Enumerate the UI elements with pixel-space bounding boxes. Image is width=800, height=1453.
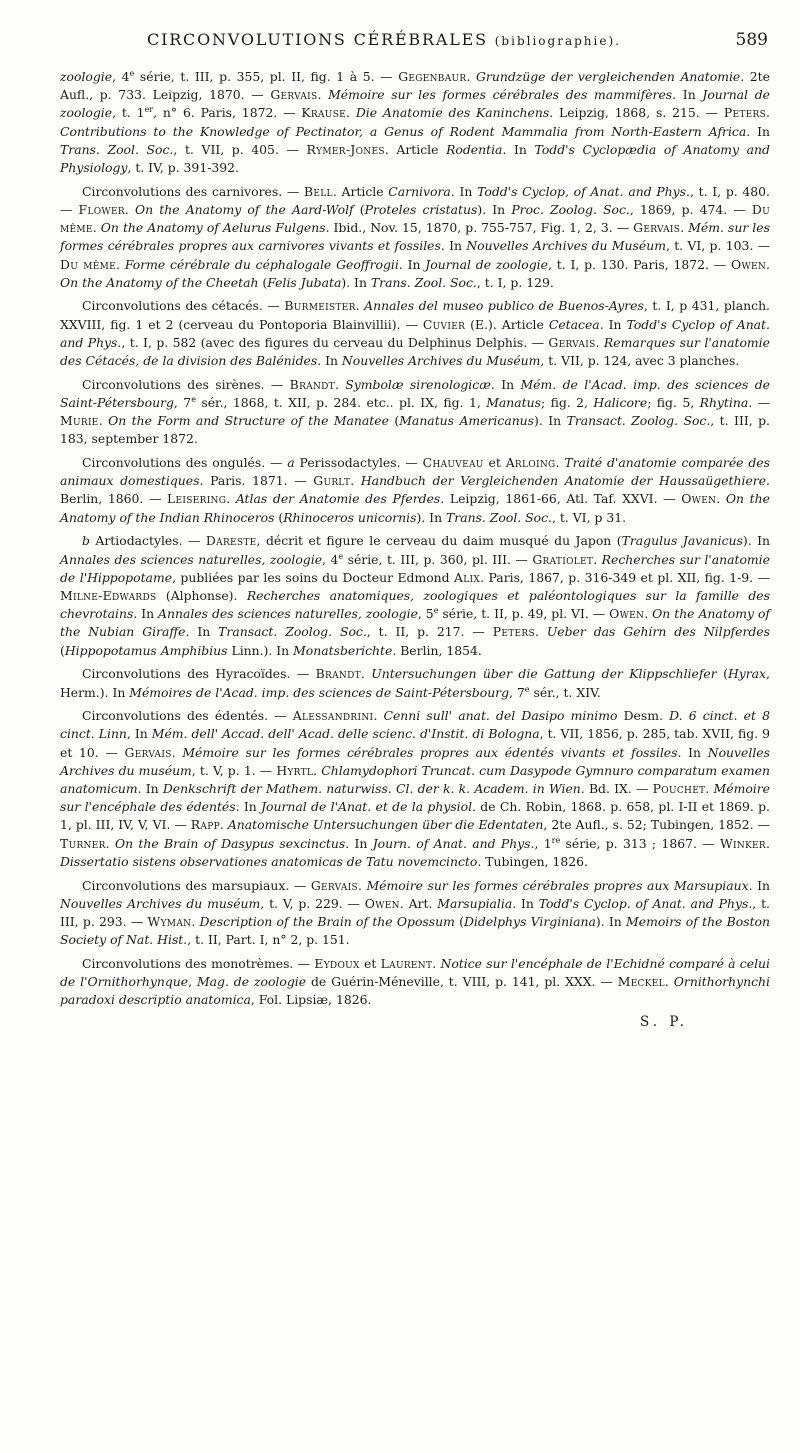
text-run: (E.). Article — [465, 316, 549, 332]
text-run: série, t. III, p. 360, pl. III. — — [343, 551, 533, 567]
italic-text: Handbuch der Vergleichenden Anatomie der Haussaügethiere — [360, 473, 767, 489]
text-run: , t. III, p. 293. — — [60, 895, 771, 929]
author-name: Gegenbaur — [398, 69, 467, 84]
italic-text: Nouvelles Archives du muséum — [60, 895, 261, 911]
italic-text: Chlamydophori Truncat. cum Dasypode Gymnuro comparatum examen anatomicum — [60, 762, 770, 797]
italic-text: Annales des sciences naturelles, zoologie — [158, 606, 418, 622]
author-signature: S. P. — [640, 1013, 688, 1030]
italic-text: Transact. Zoolog. Soc. — [566, 413, 711, 429]
text-run: . Berlin, 1860. — — [60, 473, 770, 507]
text-run: . In — [672, 87, 703, 103]
text-run: , Fol. Lipsiæ, 1826. — [250, 992, 372, 1008]
italic-text: Mém. sur les formes cérébrales propres aux carnivores vivants et fossiles — [60, 220, 770, 254]
text-run: , t. VI, p. 103. — — [665, 238, 771, 254]
text-run: , 4 — [112, 69, 130, 84]
text-run: ; fig. 5, — [647, 394, 700, 410]
text-run: , t. V, p. 229. — — [260, 895, 365, 911]
text-run: . Leipzig, 1868, s. 215. — — [549, 105, 724, 121]
text-run: . — [350, 473, 361, 489]
running-header — [60, 30, 768, 58]
italic-text: Trans. Zool. Soc. — [370, 274, 477, 290]
italic-text: Annales des sciences naturelles, zoologie — [60, 551, 323, 567]
text-run: , t. I, p. 480. — — [60, 183, 770, 217]
text-run: , 1 — [534, 835, 552, 851]
text-run: . Paris, 1867, p. 316-349 et pl. XII, fig. 1-9. — — [480, 569, 770, 585]
bibliography-paragraph — [60, 68, 770, 177]
superscript: e — [338, 551, 344, 561]
italic-text: On the Anatomy of the Nubian Giraffe — [60, 606, 770, 640]
text-run: . In — [398, 256, 426, 272]
author-name: Rymer-Jones — [306, 141, 385, 157]
text-run: . In — [677, 744, 708, 760]
page-number: 589 — [735, 30, 768, 50]
italic-text: Untersuchungen über die Gattung der Klippschliefer — [371, 666, 717, 682]
italic-text: Hippopotamus Amphibius — [64, 642, 228, 658]
author-name: Gervais — [270, 87, 318, 103]
text-run: . In — [746, 123, 770, 139]
text-run: . — [360, 666, 372, 682]
text-run: ). In — [742, 533, 770, 549]
italic-text: Proc. Zoolog. Soc. — [511, 201, 630, 217]
text-run: . — [716, 491, 726, 507]
italic-text: Carnivora — [388, 183, 451, 199]
author-name: Cuvier — [422, 316, 466, 332]
italic-text: Mémoire sur les formes cérébrales des mammifères — [328, 87, 673, 103]
text-run: . — [664, 974, 674, 990]
text-run: . — [357, 877, 367, 893]
text-run: , In — [126, 726, 152, 742]
italic-text: Transact. Zoolog. Soc. — [218, 624, 367, 640]
text-run: . — [219, 817, 228, 833]
author-name: Peters — [492, 624, 535, 640]
text-run: de Ch. Robin, 1868. p. 658, pl. I-II et 1869. p. 1, pl. III, IV, V, VI. — — [60, 799, 770, 833]
text-run: , t. II, Part. I, n° 2, p. 151. — [187, 932, 350, 948]
bibliography-paragraph — [60, 665, 770, 701]
italic-text: Journal de zoologie — [60, 87, 770, 121]
superscript: e — [129, 68, 135, 78]
author-name: Arloing — [505, 455, 556, 471]
italic-text: Symbolæ sirenologicæ — [345, 376, 491, 392]
text-run: Circonvolutions des sirènes. — — [82, 376, 290, 392]
text-run: . In — [133, 606, 159, 622]
text-run: . Tubingen, 1826. — [477, 853, 588, 869]
running-title-sub: (bibliographie). — [494, 34, 621, 48]
text-run: , t. VII, 1856, p. 285, tab. XVII, fig. 9 et 10. — — [60, 726, 770, 760]
text-run: , t. I, p. 129. — [476, 274, 554, 290]
text-run: . — [191, 913, 200, 929]
text-run: . Article — [332, 183, 389, 199]
text-run: . — [466, 69, 477, 84]
author-name: Milne-Edwards — [60, 587, 157, 603]
author-name: Owen — [681, 491, 717, 507]
text-run: . — [534, 624, 547, 640]
text-run: , t. IV, p. 391-392. — [127, 160, 239, 176]
text-run: . — [105, 835, 115, 851]
text-run: . — [116, 256, 125, 272]
text-run: . — [226, 491, 236, 507]
author-name: Owen — [609, 606, 645, 622]
author-name: Gervais — [124, 744, 172, 760]
italic-text: On the Anatomy of the Indian Rhinoceros — [60, 491, 770, 525]
author-name: Eydoux — [314, 955, 360, 971]
superscript: e — [433, 606, 439, 616]
italic-text: Ueber das Gehirn des Nilpferdes — [546, 624, 770, 640]
bibliography-paragraph — [60, 707, 770, 871]
text-run: . Paris. 1871. — — [199, 473, 314, 489]
italic-text: a — [287, 455, 295, 471]
italic-text: Cenni sull' anat. del Dasipo minimo — [383, 708, 618, 724]
text-run: . — [346, 105, 356, 121]
italic-text: Recherches anatomiques, zoologiques et paléontologiques sur la famille des chevrotains — [60, 587, 770, 622]
text-run: ; fig. 2, — [540, 394, 594, 410]
running-title-main: CIRCONVOLUTIONS CÉRÉBRALES — [147, 30, 488, 49]
text-run: Perissodactyles. — — [294, 455, 423, 471]
bibliography-paragraph — [60, 297, 770, 370]
italic-text: Forme cérébrale du céphalogale Geoffrogii — [124, 256, 399, 272]
author-name: Meckel — [617, 974, 665, 990]
text-run: ( — [353, 201, 365, 217]
italic-text: On the Brain of Dasypus sexcinctus — [114, 835, 346, 851]
italic-text: Manatus Americanus — [399, 413, 535, 429]
text-run: . — [766, 256, 770, 272]
italic-text: Mémoire sur les formes cérébrales propres aux Marsupiaux — [366, 877, 749, 893]
text-run: Circonvolutions des ongulés. — — [82, 455, 288, 471]
text-run: . Berlin, 1854. — [392, 642, 482, 658]
italic-text: Mémoire sur les formes cérébrales propres aux édentés vivants et fossiles — [182, 744, 678, 760]
text-run: . — [593, 551, 602, 567]
text-run: . — [355, 298, 365, 314]
italic-text: Ornithorhynchi paradoxi descriptio anatomica — [60, 974, 770, 1008]
italic-text: Rodentia — [446, 141, 503, 157]
author-name: Winker — [719, 835, 767, 851]
text-run: , 5 — [417, 606, 434, 622]
author-name: Alix — [454, 569, 481, 585]
text-run: . Leipzig, 1861-66, Atl. Taf. XXVI. — — [440, 491, 682, 507]
italic-text: Todd's Cyclopædia of Anatomy and Physiology — [60, 141, 770, 176]
italic-text: Proteles cristatus — [364, 201, 478, 217]
italic-text: Journal de l'Anat. et de la physiol. — [261, 799, 476, 815]
italic-text: Mémoire sur l'encéphale des édentés — [60, 781, 770, 815]
text-run: . — [334, 376, 346, 392]
author-name: Gervais — [633, 220, 681, 236]
text-run: , 4 — [322, 551, 339, 567]
text-run: ). In — [595, 913, 627, 929]
author-name: Brandt — [315, 666, 361, 682]
text-run: Artiodactyles. — — [89, 533, 206, 549]
text-run: . — [595, 334, 604, 350]
italic-text: Mém. dell' Accad. dell' Acad. delle scienc. d'Instit. di Bologna — [151, 726, 540, 742]
text-run: . In — [512, 895, 539, 911]
text-run: , t. VII, p. 124, avec 3 planches. — [540, 353, 740, 369]
text-run: Desm. — [617, 708, 670, 724]
italic-text: Die Anatomie des Kaninchens — [355, 105, 550, 121]
superscript: er — [144, 105, 154, 115]
text-run: , t. I, p 431, planch. XXVIII, fig. 1 et 2 (cerveau du Pontoporia Blainvillii). — — [60, 298, 770, 332]
author-name: Rapp — [190, 817, 220, 833]
italic-text: Trans. Zool. Soc. — [446, 509, 552, 525]
italic-text: Notice sur l'encéphale de l'Echidné comparé à celui de l'Ornithorhynque — [60, 955, 770, 990]
italic-text: Todd's Cyclop of Anat. and Phys. — [60, 316, 770, 350]
italic-text: Anatomische Untersuchungen über die Edentaten — [227, 817, 544, 833]
italic-text: Nouvelles Archives du muséum — [60, 744, 770, 778]
text-run: . — [92, 220, 101, 236]
text-run: série, p. 313 ; 1867. — — [560, 835, 720, 851]
author-name: Peters — [723, 105, 767, 121]
text-run: Circonvolutions des édentés. — — [82, 708, 293, 724]
text-run: Circonvolutions des cétacés. — — [82, 298, 285, 314]
text-run: , t. II, p. 217. — — [366, 624, 493, 640]
italic-text: Hyrax — [727, 666, 767, 682]
italic-text: Nouvelles Archives du Muséum — [341, 353, 541, 369]
italic-text: Denkschrift der Mathem. naturwiss. Cl. der k. k. Academ. in Wien — [162, 781, 581, 797]
italic-text: zoologie — [60, 69, 113, 84]
bibliography-paragraph — [60, 454, 770, 527]
text-run: ( — [60, 642, 65, 658]
author-name: Wyman — [147, 913, 192, 929]
italic-text: Didelphys Virginiana — [464, 913, 596, 929]
italic-text: On the Anatomy of the Cheetah — [60, 274, 259, 290]
text-run: , t. VI, p 31. — [552, 509, 627, 525]
text-run: . — [124, 201, 135, 217]
text-run: , — [188, 974, 197, 990]
author-name: Chauveau — [422, 455, 484, 471]
author-name: Turner — [60, 835, 106, 851]
author-name: Burmeister — [284, 298, 356, 314]
superscript: e — [524, 684, 530, 694]
italic-text: Mém. de l'Acad. imp. des sciences de Saint-Pétersbourg — [60, 376, 770, 410]
author-name: Gratiolet — [532, 551, 594, 567]
text-run: . — [680, 220, 689, 236]
author-name: Alessandrini — [292, 708, 374, 724]
text-run: ( — [258, 274, 268, 290]
text-run: . — [644, 606, 653, 622]
italic-text: Recherches sur l'anatomie de l'Hippopotame — [60, 551, 770, 585]
text-run: . In — [599, 316, 627, 332]
author-name: Du même — [60, 201, 771, 236]
text-run: . In — [317, 353, 342, 369]
text-run: ). In — [477, 201, 512, 217]
text-run: . — [432, 955, 441, 971]
italic-text: Todd's Cyclop, of Anat. and Phys. — [477, 183, 690, 199]
italic-text: Trans. Zool. Soc. — [60, 141, 174, 157]
text-run: . — [555, 455, 565, 471]
text-run: . In — [490, 376, 521, 392]
text-run: Linn.). In — [227, 642, 294, 658]
text-run: Circonvolutions des carnivores. — — [82, 183, 304, 199]
italic-text: Grundzüge der vergleichenden Anatomie — [476, 69, 741, 84]
bibliography-paragraph — [60, 376, 770, 449]
text-run: , t. I, p. 582 (avec des figures du cerveau du Delphinus Delphis. — — [121, 334, 549, 350]
text-run: . Ibid., Nov. 15, 1870, p. 755-757, Fig. 1, 2, 3. — — [325, 220, 634, 236]
text-run: ). In — [534, 413, 567, 429]
text-run: . — [317, 87, 329, 103]
italic-text: Annales del museo publico de Buenos-Ayres — [364, 298, 644, 314]
author-name: Krause — [301, 105, 347, 121]
superscript: e — [191, 394, 196, 404]
italic-text: Atlas der Anatomie des Pferdes — [235, 491, 441, 507]
bibliography-paragraph — [60, 877, 770, 950]
author-name: Gervais — [548, 334, 596, 350]
text-run: . — [766, 105, 770, 121]
italic-text: Monatsberichte — [293, 642, 393, 658]
italic-text: Mag. de zoologie — [196, 974, 307, 990]
text-run: et — [359, 955, 381, 971]
text-run: sér., 1868, t. XII, p. 284. etc.. pl. IX, fig. 1, — [195, 394, 487, 410]
text-run: . — [705, 781, 714, 797]
text-run: , t. 1 — [112, 105, 145, 121]
text-run: , décrit et figure le cerveau du daim musqué du Japon ( — [256, 533, 622, 549]
italic-text: Rhytina — [699, 394, 749, 410]
italic-text: D. 6 cinct. et 8 cinct. Linn — [60, 708, 770, 742]
text-run: série, t. III, p. 355, pl. II, fig. 1 à 5. — — [134, 69, 399, 84]
italic-text: Tragulus Javanicus — [621, 533, 743, 549]
text-run: , t. I, p. 130. Paris, 1872. — — [547, 256, 731, 272]
author-name: Leisering — [167, 491, 227, 507]
text-run: , t. III, p. 183, september 1872. — [60, 413, 770, 447]
italic-text: Manatus — [486, 394, 541, 410]
text-run: . In — [502, 141, 535, 157]
text-run: de Guérin-Méneville, t. VIII, p. 141, pl. XXX. — — [306, 974, 618, 990]
author-name: Murie — [60, 413, 99, 429]
italic-text: Memoirs of the Boston Society of Nat. Hist. — [60, 913, 770, 948]
italic-text: On the Anatomy of the Aard-Wolf — [135, 201, 354, 217]
italic-text: On the Anatomy of Aelurus Fulgens — [100, 220, 326, 236]
author-name: Du même — [60, 256, 117, 272]
text-run: , t. V, p. 1. — — [191, 762, 277, 778]
text-run: ( — [716, 666, 728, 682]
text-run: , t. VII, p. 405. — — [173, 141, 307, 157]
text-run: , 7 — [509, 684, 525, 700]
text-run: ). In — [341, 274, 371, 290]
text-run: . Bd. IX. — — [580, 781, 653, 797]
text-run: . 2te Aufl., p. 733. Leipzig, 1870. — — [60, 69, 770, 103]
italic-text: Traité d'anatomie comparée des animaux domestiques — [60, 455, 770, 489]
italic-text: Description of the Brain of the Opossum — [199, 913, 455, 929]
text-run: , publiées par les soins du Docteur Edmond — [172, 569, 455, 585]
text-run: ( — [454, 913, 464, 929]
italic-text: Contributions to the Knowledge of Pectinator, a Genus of Rodent Mammalia from North-Eastern Africa — [60, 123, 747, 139]
italic-text: Journal de zoologie — [425, 256, 548, 272]
author-name: Dareste — [205, 533, 257, 549]
text-run: , Herm.). In — [60, 666, 770, 700]
author-name: Laurent — [380, 955, 433, 971]
italic-text: Cetacea — [548, 316, 600, 332]
author-name: Gurlt — [313, 473, 351, 489]
italic-text: Dissertatio sistens observationes anatomicas de Tatu novemcincto — [60, 853, 478, 869]
italic-text: Marsupialia — [437, 895, 513, 911]
text-run: et — [483, 455, 506, 471]
italic-text: Halicore — [593, 394, 648, 410]
text-run: . — [766, 835, 770, 851]
italic-text: Todd's Cyclop. of Anat. and Phys. — [538, 895, 753, 911]
text-run: Circonvolutions des marsupiaux. — — [82, 877, 311, 893]
text-run: . In — [235, 799, 262, 815]
text-run: . In — [345, 835, 373, 851]
text-run: . Art. — [399, 895, 438, 911]
text-run: . In — [185, 624, 219, 640]
italic-text: Mémoires de l'Acad. imp. des sciences de Saint-Pétersbourg — [129, 684, 510, 700]
italic-text: b — [82, 533, 90, 549]
text-run: (Alphonse). — [156, 587, 247, 603]
author-name: Flower — [78, 201, 125, 217]
text-run: . In — [440, 238, 467, 254]
text-run: Circonvolutions des monotrèmes. — — [82, 955, 315, 971]
author-name: Gervais — [310, 877, 358, 893]
author-name: Owen — [730, 256, 767, 272]
text-run: . In — [748, 877, 770, 893]
text-run: ). In — [416, 509, 446, 525]
running-title — [60, 30, 708, 49]
italic-text: Journ. of Anat. and Phys. — [372, 835, 535, 851]
bibliography-paragraph — [60, 955, 770, 1010]
author-name: Bell — [304, 183, 333, 199]
italic-text: Nouvelles Archives du Muséum — [466, 238, 666, 254]
text-run: . Article — [384, 141, 447, 157]
author-name: Owen — [364, 895, 400, 911]
text-run: . — [171, 744, 183, 760]
text-run: , 7 — [173, 394, 192, 410]
text-run: ( — [388, 413, 400, 429]
text-run: . — [98, 413, 109, 429]
text-run: . — — [748, 394, 771, 410]
text-run: . In — [137, 781, 163, 797]
author-name: Brandt — [289, 376, 335, 392]
text-run: . — [373, 708, 384, 724]
text-run: série, t. II, p. 49, pl. VI. — — [438, 606, 610, 622]
italic-text: On the Form and Structure of the Manatee — [108, 413, 389, 429]
text-run: , 1869, p. 474. — — [629, 201, 752, 217]
bibliography-paragraph — [60, 532, 770, 659]
text-run: Circonvolutions des Hyracoïdes. — — [82, 666, 316, 682]
author-name: Hyrtl — [276, 762, 314, 778]
text-run: , 2te Aufl., s. 52; Tubingen, 1852. — — [543, 817, 770, 833]
author-name: Pouchet — [652, 781, 706, 797]
text-run: . In — [450, 183, 478, 199]
text-run: , n° 6. Paris, 1872. — — [153, 105, 302, 121]
text-run: sér., t. XIV. — [529, 684, 601, 700]
bibliography-body — [60, 68, 770, 1031]
text-run: . — [313, 762, 322, 778]
bibliography-paragraph — [60, 183, 770, 292]
text-run: ( — [274, 509, 284, 525]
italic-text: Remarques sur l'anatomie des Cétacés, de la division des Balénides — [60, 334, 770, 369]
superscript: re — [551, 835, 561, 845]
italic-text: Rhinoceros unicornis — [283, 509, 417, 525]
italic-text: Felis Jubata — [267, 274, 342, 290]
